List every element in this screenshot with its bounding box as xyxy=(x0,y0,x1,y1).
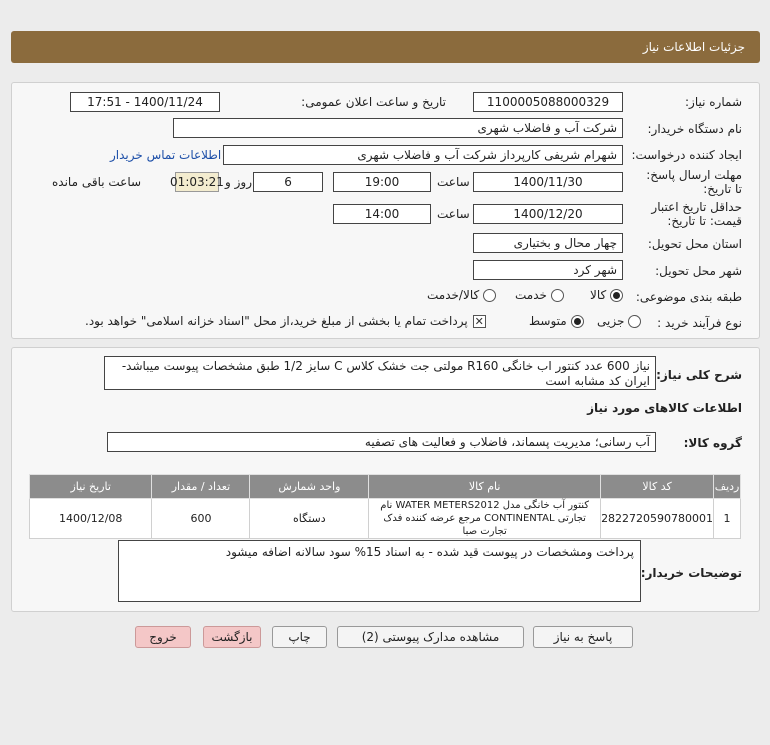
buyer-label: نام دستگاه خریدار: xyxy=(647,122,742,136)
exit-button[interactable]: خروج xyxy=(135,626,191,648)
announce-label: تاریخ و ساعت اعلان عمومی: xyxy=(301,95,446,109)
category-label: طبقه بندی موضوعی: xyxy=(635,290,742,304)
cell-qty: 600 xyxy=(152,499,250,539)
goods-group-field: آب رسانی؛ مدیریت پسماند، فاضلاب و فعالیت های تصفیه xyxy=(107,432,656,452)
deadline-time-field: 19:00 xyxy=(333,172,431,192)
goods-group-label: گروه کالا: xyxy=(683,436,742,450)
radio-icon[interactable] xyxy=(628,315,641,328)
validity-time-label: ساعت xyxy=(437,207,470,221)
col-code: کد کالا xyxy=(601,475,714,499)
category-option-label: کالا/خدمت xyxy=(427,288,480,302)
category-option-label: خدمت xyxy=(515,288,547,302)
buyer-notes-label: توضیحات خریدار: xyxy=(640,566,742,580)
goods-table xyxy=(29,474,741,539)
radio-selected-icon[interactable] xyxy=(610,289,623,302)
category-option-label: کالا xyxy=(590,288,607,302)
need-number-field: 1100005088000329 xyxy=(473,92,623,112)
creator-field: شهرام شریفی کارپرداز شرکت آب و فاضلاب شهری xyxy=(223,145,623,165)
announce-field: 1400/11/24 - 17:51 xyxy=(70,92,220,112)
page-title: جزئیات اطلاعات نیاز xyxy=(642,40,745,54)
treasury-payment-checkbox[interactable] xyxy=(85,314,486,328)
cell-row: 1 xyxy=(714,499,741,539)
remaining-time-field: 01:03:21 xyxy=(175,172,219,192)
validity-time-field: 14:00 xyxy=(333,204,431,224)
col-row: ردیف xyxy=(714,475,741,499)
city-field: شهر کرد xyxy=(473,260,623,280)
cell-code: 2822720590780001 xyxy=(601,499,714,539)
print-button[interactable]: چاپ xyxy=(272,626,327,648)
description-label: شرح کلی نیاز: xyxy=(656,368,742,382)
page-header xyxy=(11,31,760,63)
view-attachments-button[interactable]: مشاهده مدارک پیوستی (2) xyxy=(337,626,524,648)
cell-unit: دستگاه xyxy=(250,499,369,539)
deadline-time-label: ساعت xyxy=(437,175,470,189)
description-text: نیاز 600 عدد کنتور اب خانگی R160 مولتی جت خشک کلاس C سایز 1/2 طبق مشخصات پیوست میباشد-ایران کد مشابه است xyxy=(121,359,650,388)
validity-date-field: 1400/12/20 xyxy=(473,204,623,224)
buyer-notes-field xyxy=(118,540,641,602)
buyer-notes-text: پرداخت ومشخصات در پیوست قید شده - به اسناد 15% سود سالانه اضافه میشود xyxy=(225,545,634,559)
radio-selected-icon[interactable] xyxy=(571,315,584,328)
category-option-service[interactable] xyxy=(515,288,564,302)
table-row[interactable] xyxy=(30,499,741,539)
col-date: تاریخ نیاز xyxy=(30,475,152,499)
process-option-label: جزیی xyxy=(597,314,625,328)
radio-icon[interactable] xyxy=(551,289,564,302)
category-option-goods[interactable] xyxy=(590,288,623,302)
col-unit: واحد شمارش xyxy=(250,475,369,499)
remaining-label: ساعت باقی مانده xyxy=(52,175,142,189)
radio-icon[interactable] xyxy=(483,289,496,302)
reply-button[interactable]: پاسخ به نیاز xyxy=(533,626,633,648)
col-name: نام کالا xyxy=(369,475,601,499)
buyer-contact-link[interactable]: اطلاعات تماس خریدار xyxy=(110,148,222,162)
buyer-field: شرکت آب و فاضلاب شهری xyxy=(173,118,623,138)
days-field: 6 xyxy=(253,172,323,192)
creator-label: ایجاد کننده درخواست: xyxy=(631,148,742,162)
need-number-label: شماره نیاز: xyxy=(685,95,742,109)
checkbox-checked-icon[interactable]: ✕ xyxy=(474,314,484,328)
col-qty: تعداد / مقدار xyxy=(152,475,250,499)
process-option-medium[interactable] xyxy=(529,314,584,328)
category-option-goods-service[interactable] xyxy=(427,288,496,302)
days-label: روز و xyxy=(225,175,252,189)
goods-section-title: اطلاعات کالاهای مورد نیاز xyxy=(587,401,742,415)
deadline-date-field: 1400/11/30 xyxy=(473,172,623,192)
process-option-minor[interactable] xyxy=(597,314,641,328)
process-option-label: متوسط xyxy=(529,314,567,328)
city-label: شهر محل تحویل: xyxy=(655,264,742,278)
treasury-payment-note: پرداخت تمام یا بخشی از مبلغ خرید،از محل "اسناد خزانه اسلامی" خواهد بود. xyxy=(85,314,468,328)
cell-name: کنتور آب خانگی مدل WATER METERS2012 نام تجارتی CONTINENTAL مرجع عرضه کننده فدک تجارت صبا xyxy=(369,499,601,539)
deadline-label: مهلت ارسال پاسخ: تا تاریخ: xyxy=(646,168,742,196)
cell-date: 1400/12/08 xyxy=(30,499,152,539)
province-label: استان محل تحویل: xyxy=(647,237,742,251)
description-field xyxy=(104,356,656,390)
back-button[interactable]: بازگشت xyxy=(203,626,261,648)
validity-label: حداقل تاریخ اعتبار قیمت: تا تاریخ: xyxy=(651,200,742,228)
table-header-row xyxy=(30,475,741,499)
province-field: چهار محال و بختیاری xyxy=(473,233,623,253)
process-label: نوع فرآیند خرید : xyxy=(657,316,742,330)
